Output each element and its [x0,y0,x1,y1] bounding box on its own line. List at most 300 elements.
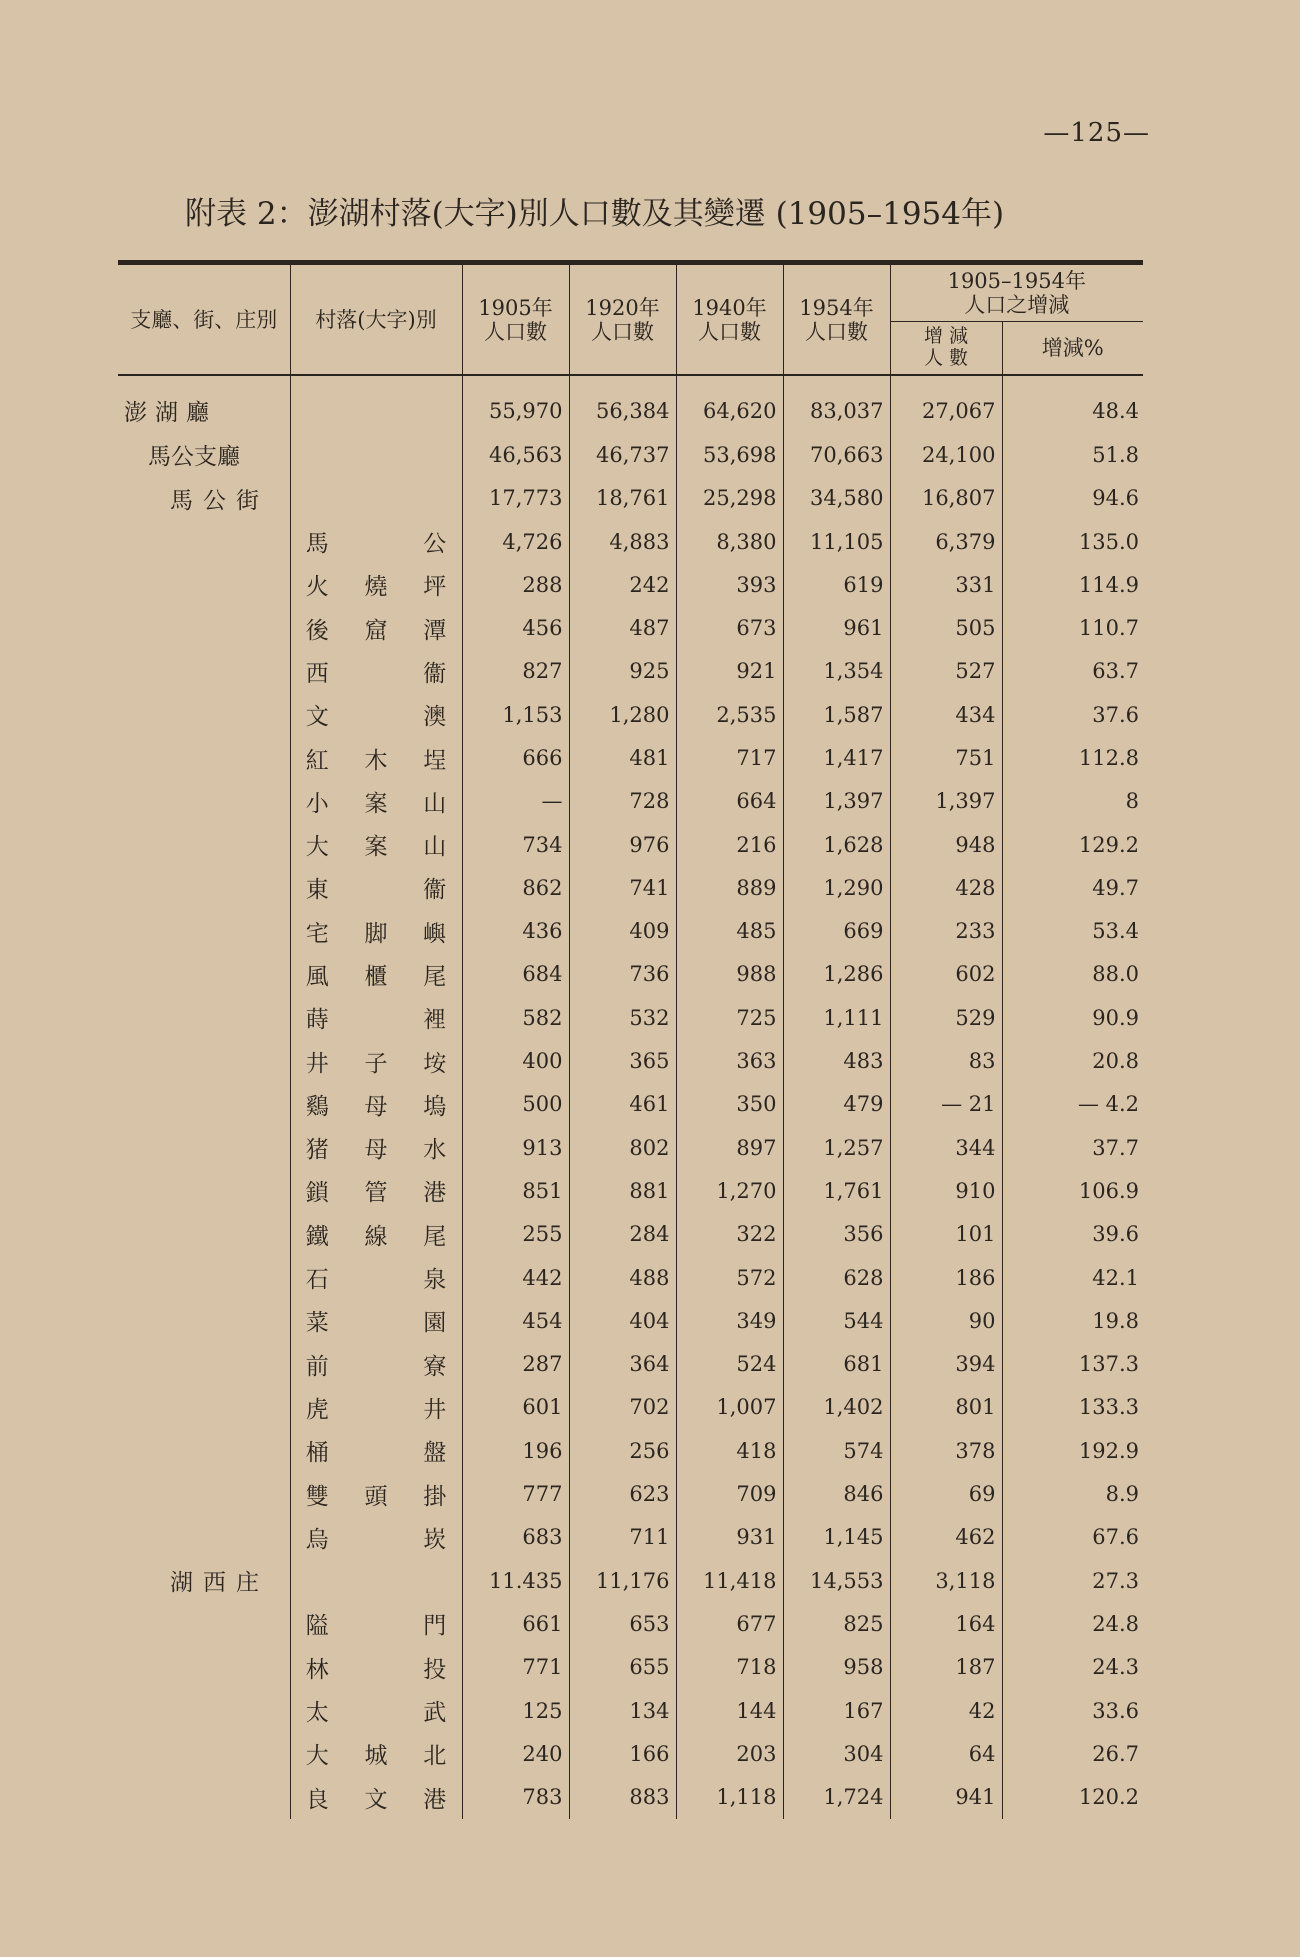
village-char-2 [344,1343,408,1386]
admin-unit-cell [118,650,290,693]
village-char-3 [408,375,462,433]
village-char-2: 線 [364,1223,388,1250]
village-char-2: 櫃 [364,963,388,990]
pop-1954-cell: 574 [783,1429,890,1472]
pop-1954-cell: 70,663 [783,433,890,476]
pop-1905-cell: 46,563 [462,433,569,476]
village-char-2: 脚 [364,920,388,947]
village-char-1: 馬 [290,520,344,563]
village-char-1: 大 [290,823,344,866]
admin-unit-cell [118,1386,290,1429]
village-char-1: 火 [290,563,344,606]
pop-1920-cell: 736 [569,953,676,996]
admin-unit-cell [118,910,290,953]
change-percent-cell: 112.8 [1002,736,1143,779]
pop-1940-cell: 1,007 [676,1386,783,1429]
change-number-cell: 3,118 [890,1559,1002,1602]
header-1954: 1954年 人口數 [783,265,890,375]
pop-1920-cell: 741 [569,866,676,909]
pop-1905-cell: 196 [462,1429,569,1472]
pop-1940-cell: 485 [676,910,783,953]
change-number-cell: 462 [890,1516,1002,1559]
change-number-cell: 910 [890,1169,1002,1212]
page-title: 附表 2：澎湖村落(大字)別人口數及其變遷 (1905–1954年) [185,196,1005,232]
pop-1954-cell: 961 [783,606,890,649]
admin-unit-cell [118,1256,290,1299]
village-char-1: 文 [290,693,344,736]
village-char-3: 園 [423,1310,447,1337]
village-char-2 [344,1602,408,1645]
admin-unit-cell [118,1213,290,1256]
pop-1940-cell: 921 [676,650,783,693]
pop-1920-cell: 881 [569,1169,676,1212]
pop-1940-cell: 572 [676,1256,783,1299]
change-percent-cell: 114.9 [1002,563,1143,606]
village-char-3: 垵 [423,1050,447,1077]
village-char-2: 燒 [364,574,388,601]
change-percent-cell: 137.3 [1002,1343,1143,1386]
pop-1905-cell: 851 [462,1169,569,1212]
change-number-cell: 233 [890,910,1002,953]
village-char-3: 港 [423,1180,447,1207]
pop-1940-cell: 673 [676,606,783,649]
pop-1940-cell: 2,535 [676,693,783,736]
change-number-cell: 751 [890,736,1002,779]
admin-unit-cell: 湖西庄 [170,1570,269,1597]
pop-1940-cell: 349 [676,1299,783,1342]
village-char-3: 北 [423,1743,447,1770]
pop-1954-cell: 1,397 [783,780,890,823]
pop-1940-cell: 64,620 [676,375,783,433]
population-table-container [118,260,1143,1819]
village-char-3: 寮 [423,1353,447,1380]
village-char-2 [344,375,408,433]
change-percent-cell: 106.9 [1002,1169,1143,1212]
admin-unit-cell [118,1646,290,1689]
pop-1954-cell: 669 [783,910,890,953]
pop-1954-cell: 1,354 [783,650,890,693]
village-char-1 [290,375,344,433]
admin-unit-cell: 馬公街 [170,487,269,514]
pop-1920-cell: 711 [569,1516,676,1559]
pop-1954-cell: 1,724 [783,1775,890,1818]
change-percent-cell: 24.8 [1002,1602,1143,1645]
admin-unit-cell [118,1299,290,1342]
pop-1954-cell: 34,580 [783,477,890,520]
village-char-3: 泉 [423,1267,447,1294]
admin-unit-cell: 馬公支廳 [148,444,240,471]
change-number-cell: 602 [890,953,1002,996]
village-char-2 [344,477,408,520]
change-percent-cell: 90.9 [1002,996,1143,1039]
village-char-3: 尾 [423,1223,447,1250]
pop-1954-cell: 356 [783,1213,890,1256]
header-change: 1905–1954年 人口之增減 [890,265,1143,322]
village-char-2: 子 [364,1050,388,1077]
change-number-cell: 16,807 [890,477,1002,520]
change-percent-cell: 110.7 [1002,606,1143,649]
pop-1920-cell: 487 [569,606,676,649]
village-char-2: 案 [364,790,388,817]
pop-1940-cell: 717 [676,736,783,779]
village-char-2: 管 [364,1180,388,1207]
pop-1954-cell: 681 [783,1343,890,1386]
pop-1905-cell: 255 [462,1213,569,1256]
change-number-cell: 394 [890,1343,1002,1386]
change-number-cell: 344 [890,1126,1002,1169]
pop-1920-cell: 702 [569,1386,676,1429]
change-percent-cell: — 4.2 [1002,1083,1143,1126]
table-row [118,996,1143,1039]
change-number-cell: 428 [890,866,1002,909]
table-row [118,375,1143,433]
pop-1905-cell: 454 [462,1299,569,1342]
change-number-cell: 164 [890,1602,1002,1645]
village-char-1: 東 [290,866,344,909]
pop-1920-cell: 134 [569,1689,676,1732]
pop-1905-cell: 400 [462,1039,569,1082]
admin-unit-cell [118,780,290,823]
pop-1954-cell: 1,417 [783,736,890,779]
pop-1920-cell: 1,280 [569,693,676,736]
change-number-cell: 64 [890,1732,1002,1775]
change-percent-cell: 94.6 [1002,477,1143,520]
village-char-3: 井 [423,1396,447,1423]
pop-1940-cell: 677 [676,1602,783,1645]
pop-1920-cell: 883 [569,1775,676,1818]
village-char-3: 埕 [423,747,447,774]
pop-1905-cell: — [462,780,569,823]
village-char-2 [344,1689,408,1732]
village-char-3: 尾 [423,963,447,990]
village-char-2: 木 [364,747,388,774]
admin-unit-cell [118,823,290,866]
admin-unit-cell [118,1602,290,1645]
change-percent-cell: 26.7 [1002,1732,1143,1775]
admin-unit-cell [118,1429,290,1472]
table-row [118,1213,1143,1256]
admin-unit-cell [118,693,290,736]
pop-1920-cell: 488 [569,1256,676,1299]
admin-unit-cell [118,1472,290,1515]
pop-1920-cell: 18,761 [569,477,676,520]
admin-unit-cell [118,1732,290,1775]
change-percent-cell: 49.7 [1002,866,1143,909]
pop-1920-cell: 242 [569,563,676,606]
village-char-3 [408,477,462,520]
pop-1905-cell: 125 [462,1689,569,1732]
change-number-cell: 101 [890,1213,1002,1256]
village-char-3: 衞 [423,877,447,904]
village-char-3: 掛 [423,1483,447,1510]
table-row [118,910,1143,953]
pop-1940-cell: 203 [676,1732,783,1775]
admin-unit-cell [118,1126,290,1169]
village-char-1: 後 [290,606,344,649]
village-char-1: 猪 [290,1126,344,1169]
pop-1905-cell: 666 [462,736,569,779]
change-number-cell: 69 [890,1472,1002,1515]
village-char-1: 虎 [290,1386,344,1429]
village-char-2 [344,1559,408,1602]
village-char-3: 坪 [423,574,447,601]
village-char-1: 西 [290,650,344,693]
table-row [118,780,1143,823]
pop-1905-cell: 683 [462,1516,569,1559]
change-percent-cell: 24.3 [1002,1646,1143,1689]
pop-1905-cell: 777 [462,1472,569,1515]
pop-1905-cell: 734 [462,823,569,866]
change-percent-cell: 8 [1002,780,1143,823]
pop-1905-cell: 862 [462,866,569,909]
pop-1954-cell: 83,037 [783,375,890,433]
table-row [118,1516,1143,1559]
village-char-3: 崁 [423,1526,447,1553]
admin-unit-cell [118,1083,290,1126]
change-number-cell: 527 [890,650,1002,693]
village-char-2: 母 [364,1093,388,1120]
village-char-3: 盤 [423,1440,447,1467]
pop-1905-cell: 771 [462,1646,569,1689]
pop-1905-cell: 661 [462,1602,569,1645]
change-percent-cell: 53.4 [1002,910,1143,953]
admin-unit-cell [118,996,290,1039]
village-char-1: 菜 [290,1299,344,1342]
pop-1920-cell: 46,737 [569,433,676,476]
pop-1954-cell: 479 [783,1083,890,1126]
village-char-1 [290,1559,344,1602]
village-char-1 [290,477,344,520]
change-number-cell: 529 [890,996,1002,1039]
village-char-1 [290,433,344,476]
admin-unit-cell [118,1689,290,1732]
table-row [118,1646,1143,1689]
header-1940: 1940年 人口數 [676,265,783,375]
village-char-2 [344,520,408,563]
village-char-3: 澳 [423,704,447,731]
change-percent-cell: 20.8 [1002,1039,1143,1082]
table-row [118,520,1143,563]
admin-unit-cell [118,1169,290,1212]
pop-1905-cell: 783 [462,1775,569,1818]
page-number: —125— [1043,118,1150,148]
pop-1905-cell: 913 [462,1126,569,1169]
pop-1940-cell: 524 [676,1343,783,1386]
pop-1905-cell: 827 [462,650,569,693]
table-row [118,1039,1143,1082]
pop-1905-cell: 500 [462,1083,569,1126]
pop-1954-cell: 958 [783,1646,890,1689]
table-row [118,1775,1143,1818]
change-percent-cell: 192.9 [1002,1429,1143,1472]
village-char-1: 宅 [290,910,344,953]
village-char-1: 蒔 [290,996,344,1039]
village-char-2 [344,1256,408,1299]
change-number-cell: 42 [890,1689,1002,1732]
pop-1920-cell: 461 [569,1083,676,1126]
pop-1920-cell: 166 [569,1732,676,1775]
admin-unit-cell [118,606,290,649]
admin-unit-cell [118,1039,290,1082]
pop-1954-cell: 628 [783,1256,890,1299]
pop-1920-cell: 802 [569,1126,676,1169]
village-char-3: 裡 [423,1007,447,1034]
table-row [118,433,1143,476]
table-row [118,1689,1143,1732]
pop-1954-cell: 1,290 [783,866,890,909]
village-char-1: 太 [290,1689,344,1732]
village-char-2 [344,650,408,693]
village-char-2 [344,433,408,476]
pop-1954-cell: 825 [783,1602,890,1645]
village-char-2: 母 [364,1137,388,1164]
change-number-cell: 941 [890,1775,1002,1818]
village-char-3 [408,433,462,476]
change-number-cell: 186 [890,1256,1002,1299]
pop-1920-cell: 976 [569,823,676,866]
table-row [118,823,1143,866]
change-percent-cell: 42.1 [1002,1256,1143,1299]
pop-1954-cell: 619 [783,563,890,606]
header-1920: 1920年 人口數 [569,265,676,375]
pop-1920-cell: 532 [569,996,676,1039]
change-number-cell: 27,067 [890,375,1002,433]
pop-1905-cell: 442 [462,1256,569,1299]
pop-1954-cell: 1,761 [783,1169,890,1212]
table-row [118,1083,1143,1126]
pop-1940-cell: 889 [676,866,783,909]
village-char-2 [344,693,408,736]
header-admin: 支廳、街、庄別 [118,265,290,375]
pop-1905-cell: 288 [462,563,569,606]
pop-1905-cell: 436 [462,910,569,953]
pop-1940-cell: 931 [676,1516,783,1559]
header-change-number: 增 減 人 數 [890,322,1002,376]
pop-1940-cell: 718 [676,1646,783,1689]
village-char-1: 鎖 [290,1169,344,1212]
admin-unit-cell [118,1775,290,1818]
pop-1954-cell: 483 [783,1039,890,1082]
village-char-1: 林 [290,1646,344,1689]
admin-unit-cell [118,866,290,909]
change-percent-cell: 51.8 [1002,433,1143,476]
village-char-2 [344,1516,408,1559]
pop-1920-cell: 4,883 [569,520,676,563]
pop-1954-cell: 167 [783,1689,890,1732]
change-number-cell: 331 [890,563,1002,606]
village-char-2 [344,1646,408,1689]
village-char-2 [344,996,408,1039]
village-char-1: 前 [290,1343,344,1386]
table-row [118,1386,1143,1429]
pop-1940-cell: 8,380 [676,520,783,563]
pop-1920-cell: 623 [569,1472,676,1515]
change-percent-cell: 8.9 [1002,1472,1143,1515]
change-percent-cell: 135.0 [1002,520,1143,563]
pop-1954-cell: 11,105 [783,520,890,563]
village-char-2: 頭 [364,1483,388,1510]
pop-1954-cell: 544 [783,1299,890,1342]
change-percent-cell: 37.6 [1002,693,1143,736]
pop-1940-cell: 897 [676,1126,783,1169]
change-percent-cell: 63.7 [1002,650,1143,693]
admin-unit-cell [118,1516,290,1559]
change-number-cell: 6,379 [890,520,1002,563]
change-percent-cell: 129.2 [1002,823,1143,866]
pop-1954-cell: 304 [783,1732,890,1775]
table-row [118,866,1143,909]
pop-1954-cell: 1,587 [783,693,890,736]
pop-1905-cell: 456 [462,606,569,649]
pop-1905-cell: 17,773 [462,477,569,520]
village-char-3: 衞 [423,660,447,687]
pop-1920-cell: 284 [569,1213,676,1256]
header-1905: 1905年 人口數 [462,265,569,375]
change-percent-cell: 37.7 [1002,1126,1143,1169]
pop-1940-cell: 709 [676,1472,783,1515]
table-row [118,650,1143,693]
admin-unit-cell [118,1343,290,1386]
village-char-1: 井 [290,1039,344,1082]
pop-1954-cell: 14,553 [783,1559,890,1602]
pop-1940-cell: 418 [676,1429,783,1472]
village-char-1: 良 [290,1775,344,1818]
pop-1940-cell: 11,418 [676,1559,783,1602]
village-char-1: 大 [290,1732,344,1775]
village-char-2 [344,1299,408,1342]
pop-1940-cell: 725 [676,996,783,1039]
pop-1905-cell: 11.435 [462,1559,569,1602]
pop-1920-cell: 409 [569,910,676,953]
admin-unit-cell [118,953,290,996]
village-char-3: 港 [423,1786,447,1813]
change-number-cell: 1,397 [890,780,1002,823]
table-row [118,1429,1143,1472]
pop-1954-cell: 1,402 [783,1386,890,1429]
pop-1954-cell: 1,286 [783,953,890,996]
pop-1905-cell: 287 [462,1343,569,1386]
admin-unit-cell [118,520,290,563]
village-char-3: 投 [423,1656,447,1683]
table-row [118,563,1143,606]
change-number-cell: 378 [890,1429,1002,1472]
table-row [118,1559,1143,1602]
pop-1940-cell: 53,698 [676,433,783,476]
pop-1940-cell: 664 [676,780,783,823]
table-row [118,1126,1143,1169]
pop-1920-cell: 56,384 [569,375,676,433]
change-number-cell: 801 [890,1386,1002,1429]
village-char-3: 公 [423,531,447,558]
village-char-2: 案 [364,834,388,861]
village-char-1: 紅 [290,736,344,779]
change-percent-cell: 27.3 [1002,1559,1143,1602]
pop-1940-cell: 350 [676,1083,783,1126]
village-char-1: 雙 [290,1472,344,1515]
village-char-1: 隘 [290,1602,344,1645]
change-number-cell: 90 [890,1299,1002,1342]
village-char-1: 石 [290,1256,344,1299]
pop-1920-cell: 653 [569,1602,676,1645]
village-char-1: 桶 [290,1429,344,1472]
village-char-3: 潭 [423,617,447,644]
table-row [118,1343,1143,1386]
village-char-1: 鷄 [290,1083,344,1126]
change-number-cell: 187 [890,1646,1002,1689]
pop-1940-cell: 393 [676,563,783,606]
change-percent-cell: 120.2 [1002,1775,1143,1818]
pop-1940-cell: 1,270 [676,1169,783,1212]
